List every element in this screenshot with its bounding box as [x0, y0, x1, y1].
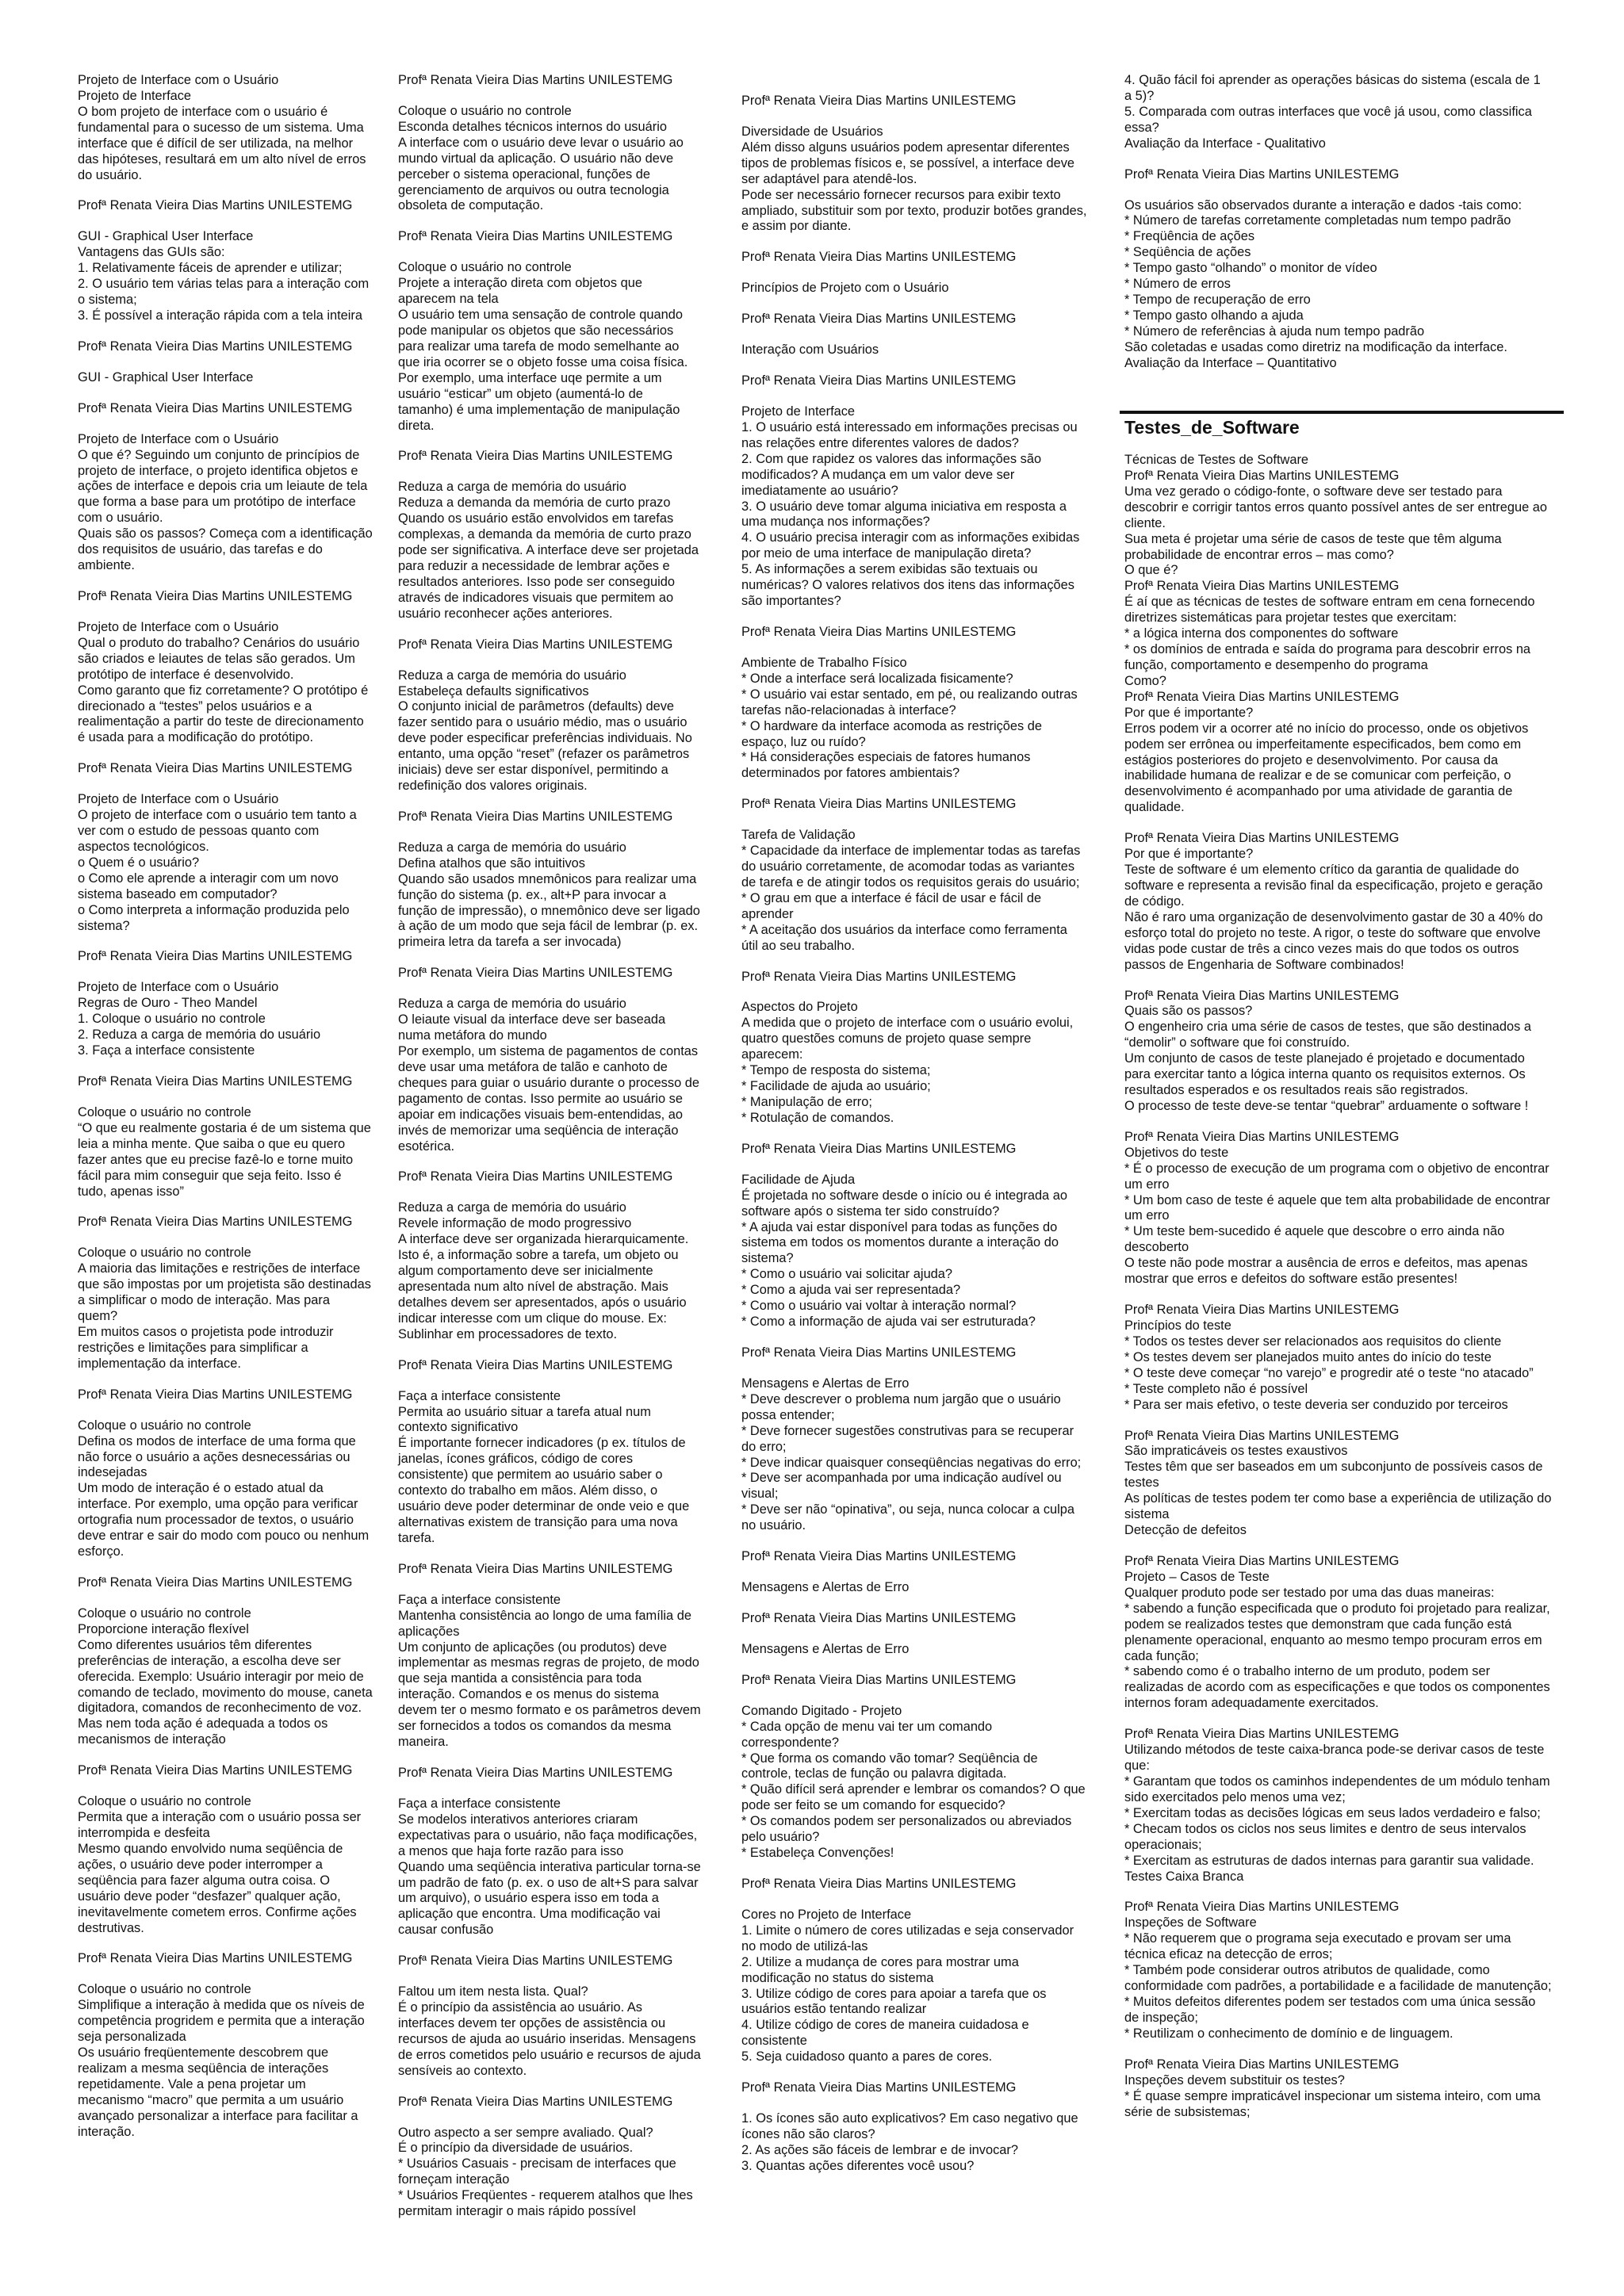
text-block: Profª Renata Vieira Dias Martins UNILESTEMG	[398, 1765, 673, 1780]
section-divider	[1120, 411, 1564, 414]
text-block: Profª Renata Vieira Dias Martins UNILESTEMG	[78, 339, 353, 354]
text-block: Profª Renata Vieira Dias Martins UNILESTEMG	[78, 1763, 353, 1778]
text-block: Profª Renata Vieira Dias Martins UNILESTEMG	[398, 449, 673, 464]
text-block: Profª Renata Vieira Dias Martins UNILESTEMG	[78, 1951, 353, 1966]
text-block: Profª Renata Vieira Dias Martins UNILESTEMG	[78, 949, 353, 964]
text-block: Profª Renata Vieira Dias Martins UNILESTEMG	[398, 229, 673, 244]
text-block: Profª Renata Vieira Dias Martins UNILESTEMG	[1124, 166, 1400, 182]
text-block: Diversidade de Usuários Além disso alguns usuários podem apresentar diferentes tipos de problemas físicos e, se possível, a interface deve ser adaptável para atendê-los. Pode ser necessário fornecer recursos para exibir texto ampliado, substituir som por texto, produzir botões grandes, e assim por diante.	[741, 124, 1087, 234]
text-block: Projeto de Interface com o Usuário Qual o produto do trabalho? Cenários do usuário são criados e leiautes de telas são gerados. Um protótipo de interface é desenvolvido. Como garanto que fiz corretamente? O protótipo é direcionado a “testes” pelos usuários e a realimentação a partir do teste de direcionamento é usada para a modificação do protótipo.	[78, 619, 369, 745]
text-block: Profª Renata Vieira Dias Martins UNILESTEMG	[741, 2080, 1017, 2095]
text-block: Tarefa de Validação * Capacidade da interface de implementar todas as tarefas do usuário corretamente, de acomodar todas as variantes de tarefa e de atingir todos os requisitos gerais do usuário; * O grau em que a interface é fácil de usar e fácil de aprender * A aceitação dos usuários da interface como ferramenta útil ao seu trabalho.	[741, 828, 1081, 953]
text-block: Profª Renata Vieira Dias Martins UNILESTEMG	[741, 250, 1017, 265]
text-block: Profª Renata Vieira Dias Martins UNILESTEMG	[741, 624, 1017, 639]
text-block: Projeto de Interface com o Usuário O que é? Seguindo um conjunto de princípios de projeto de interface, o projeto identifica objetos e ações de interface e depois cria um leiaute de tela que forma a base para um protótipo de interface com o usuário. Quais são os passos? Começa com a identificação dos requisitos de usuário, das tarefas e do ambiente.	[78, 431, 373, 573]
text-block: 4. Quão fácil foi aprender as operações básicas do sistema (escala de 1 a 5)? 5. Comparada com outras interfaces que você já usou, como classifica essa? Avaliação da Interface - Qualitativo	[1124, 73, 1541, 151]
text-block: Profª Renata Vieira Dias Martins UNILESTEMG	[741, 1610, 1017, 1625]
text-block: Os usuários são observados durante a interação e dados -tais como: * Número de tarefas corretamente completadas num tempo padrão * Freqüência de ações * Seqüência de ações * Tempo gasto “olhando” o monitor de vídeo * Número de erros * Tempo de recuperação de erro * Tempo gasto olhando a ajuda * Número de referências à ajuda num tempo padrão São coletadas e usadas como diretriz na modificação da interface. Avaliação da Interface – Quantitativo	[1124, 197, 1522, 370]
text-block: Coloque o usuário no controle Projete a interação direta com objetos que aparecem na tela O usuário tem uma sensação de controle quando pode manipular os objetos que são necessários para realizar uma tarefa de modo semelhante ao que iria ocorrer se o objeto fosse uma coisa física. Por exemplo, uma interface uqe permite a um usuário “esticar” um objeto (aumentá-lo de tamanho) é uma implementação de manipulação direta.	[398, 260, 688, 433]
text-block: Interação com Usuários	[741, 342, 879, 358]
text-block: Profª Renata Vieira Dias Martins UNILESTEMG Projeto – Casos de Teste Qualquer produto pode ser testado por uma das duas maneiras: * sabendo a função especificada que o produto foi projetado para realizar, podem se realizados testes que demonstram que cada função está plenamente operacional, enquanto ao mesmo tempo procuram erros em cada função; * sabendo como é o trabalho interno de um produto, podem ser realizadas de acordo com as especificações e que todos os componentes internos foram adequadamente exercitados.	[1124, 1554, 1550, 1711]
text-block: Técnicas de Testes de Software Profª Renata Vieira Dias Martins UNILESTEMG Uma vez gerado o código-fonte, o software deve ser testado para descobrir e corrigir tantos erros quanto possível antes de ser entregue ao cliente. Sua meta é projetar uma série de casos de teste que têm alguma probabilidade de encontrar erros – mas como? O que é? Profª Renata Vieira Dias Martins UNILESTEMG É aí que as técnicas de testes de software entram em cena fornecendo diretrizes sistemáticas para projetar testes que exercitam: * a lógica interna dos componentes do software * os domínios de entrada e saída do programa para descobrir erros na função, comportamento e desempenho do programa Como? Profª Renata Vieira Dias Martins UNILESTEMG Por que é importante? Erros podem vir a ocorrer até no início do processo, onde os objetivos podem ser errônea ou imperfeitamente especificados, bem como em estágios posteriores do projeto e desenvolvimento. Por causa da inabilidade humana de realizar e de se comunicar com perfeição, o desenvolvimento é acompanhado por uma atividade de garantia de qualidade.	[1124, 453, 1547, 815]
text-block: Profª Renata Vieira Dias Martins UNILESTEMG	[741, 1672, 1017, 1687]
text-block: GUI - Graphical User Interface	[78, 369, 254, 385]
text-block: Profª Renata Vieira Dias Martins UNILESTEMG Quais são os passos? O engenheiro cria uma série de casos de testes, que são destinados a “demolir” o software que foi construído. Um conjunto de casos de teste planejado é projetado e documentado para exercitar tanto a lógica interna quanto os requisitos externos. Os resultados esperados e os resultados reais são registrados. O processo de teste deve-se tentar “quebrar” arduamente o software !	[1124, 988, 1531, 1113]
text-block: Profª Renata Vieira Dias Martins UNILESTEMG	[741, 312, 1017, 327]
text-block: Projeto de Interface com o Usuário O projeto de interface com o usuário tem tanto a ver com o estudo de pessoas quanto com aspectos tecnológicos. o Quem é o usuário? o Como ele aprende a interagir com um novo sistema baseado em computador? o Como interpreta a informação produzida pelo sistema?	[78, 792, 357, 933]
text-block: Profª Renata Vieira Dias Martins UNILESTEMG Princípios do teste * Todos os testes dever ser relacionados aos requisitos do cliente * Os testes devem ser planejados muito antes do início do teste * O teste deve começar “no varejo” e progredir até o teste “no atacado” * Teste completo não é possível * Para ser mais efetivo, o teste deveria ser conduzido por terceiros	[1124, 1303, 1534, 1412]
text-block: Mensagens e Alertas de Erro	[741, 1641, 910, 1656]
text-block: 1. Os ícones são auto explicativos? Em caso negativo que ícones não são claros? 2. As ações são fáceis de lembrar e de invocar? 3. Quantas ações diferentes você usou?	[741, 2111, 1078, 2173]
section-heading: Testes_de_Software	[1124, 417, 1300, 438]
text-block: Coloque o usuário no controle Permita que a interação com o usuário possa ser interrompida e desfeita Mesmo quando envolvido numa seqüência de ações, o usuário deve poder interromper a seqüência para fazer alguma outra coisa. O usuário deve poder “desfazer” qualquer ação, inevitavelmente cometem erros. Confirme ações destrutivas.	[78, 1794, 362, 1935]
text-block: Projeto de Interface com o Usuário Regras de Ouro - Theo Mandel 1. Coloque o usuário no controle 2. Reduza a carga de memória do usuário 3. Faça a interface consistente	[78, 980, 321, 1058]
text-block: Faça a interface consistente Permita ao usuário situar a tarefa atual num contexto significativo É importante fornecer indicadores (p ex. títulos de janelas, ícones gráficos, código de cores consistente) que permitem ao usuário saber o contexto do trabalho em mãos. Além disso, o usuário deve poder determinar de onde veio e que alternativas existem de transição para uma nova tarefa.	[398, 1388, 690, 1545]
text-block: Profª Renata Vieira Dias Martins UNILESTEMG	[398, 2094, 673, 2109]
text-block: Coloque o usuário no controle A maioria das limitações e restrições de interface que são impostas por um projetista são destinadas a simplificar o modo de interação. Mas para quem? Em muitos casos o projetista pode introduzir restrições e limitações para simplificar a implementação da interface.	[78, 1246, 371, 1371]
text-block: Aspectos do Projeto A medida que o projeto de interface com o usuário evolui, quatro questões comuns de projeto quase sempre aparecem: * Tempo de resposta do sistema; * Facilidade de ajuda ao usuário; * Manipulação de erro; * Rotulação de comandos.	[741, 1000, 1074, 1125]
text-block: Faltou um item nesta lista. Qual? É o princípio da assistência ao usuário. As interfaces devem ter opções de assistência ou recursos de ajuda ao usuário inseridas. Mensagens de erros cometidos pelo usuário e recursos de ajuda sensíveis ao contexto.	[398, 1984, 701, 2078]
text-block: Profª Renata Vieira Dias Martins UNILESTEMG	[78, 761, 353, 776]
text-block: Reduza a carga de memória do usuário Revele informação de modo progressivo A interface deve ser organizada hierarquicamente. Isto é, a informação sobre a tarefa, um objeto ou algum comportamento deve ser inicialmente apresentada num alto nível de abstração. Mais detalhes devem ser apresentados, após o usuário indicar interesse com um clique do mouse. Ex: Sublinhar em processadores de texto.	[398, 1200, 689, 1341]
text-block: Profª Renata Vieira Dias Martins UNILESTEMG	[741, 1345, 1017, 1360]
text-block: Princípios de Projeto com o Usuário	[741, 281, 949, 296]
text-block: Mensagens e Alertas de Erro	[741, 1580, 910, 1595]
text-block: Profª Renata Vieira Dias Martins UNILESTEMG	[398, 1954, 673, 1969]
text-block: Reduza a carga de memória do usuário Estabeleça defaults significativos O conjunto inicial de parâmetros (defaults) deve fazer sentido para o usuário médio, mas o usuário deve poder especificar preferências individuais. No entanto, uma opção “reset” (refazer os parâmetros iniciais) deve ser estar disponível, permitindo a redefinição dos valores originais.	[398, 668, 692, 794]
text-block: Outro aspecto a ser sempre avaliado. Qual? É o princípio da diversidade de usuários. * Usuários Casuais - precisam de interfaces que forneçam interação * Usuários Freqüentes - requerem atalhos que lhes permitam interagir o mais rápido possível	[398, 2125, 693, 2219]
text-block: Profª Renata Vieira Dias Martins UNILESTEMG	[78, 1215, 353, 1230]
text-block: Mensagens e Alertas de Erro * Deve descrever o problema num jargão que o usuário possa entender; * Deve fornecer sugestões construtivas para se recuperar do erro; * Deve indicar quaisquer conseqüências negativas do erro; * Deve ser acompanhada por uma indicação audível ou visual; * Deve ser não “opinativa”, ou seja, nunca colocar a culpa no usuário.	[741, 1376, 1082, 1533]
text-block: Reduza a carga de memória do usuário Defina atalhos que são intuitivos Quando são usados mnemônicos para realizar uma função do sistema (p. ex., alt+P para invocar a função de impressão), o mnemônico deve ser ligado à ação de um modo que seja fácil de lembrar (p. ex. primeira letra da tarefa a ser invocada)	[398, 840, 700, 950]
text-block: Coloque o usuário no controle Proporcione interação flexível Como diferentes usuários têm diferentes preferências de interação, a escolha deve ser oferecida. Exemplo: Usuário interagir por meio de comando de teclado, movimento do mouse, caneta digitadora, comandos de reconhecimento de voz. Mas nem toda ação é adequada a todos os mecanismos de interação	[78, 1605, 373, 1747]
text-block: Ambiente de Trabalho Físico * Onde a interface será localizada fisicamente? * O usuário vai estar sentado, em pé, ou realizando outras tarefas não-relacionadas à interface? * O hardware da interface acomoda as restrições de espaço, luz ou ruído? * Há considerações especiais de fatores humanos determinados por fatores ambientais?	[741, 655, 1078, 781]
text-block: Profª Renata Vieira Dias Martins UNILESTEMG	[741, 797, 1017, 812]
text-block: Profª Renata Vieira Dias Martins UNILESTEMG	[398, 966, 673, 981]
text-block: Profª Renata Vieira Dias Martins UNILESTEMG Utilizando métodos de teste caixa-branca pode-se derivar casos de teste que: * Garantam que todos os caminhos independentes de um módulo tenham sido exercitados pelo menos uma vez; * Exercitam todas as decisões lógicas em seus lados verdadeiro e falso; * Checam todos os ciclos nos seus limites e dentro de seus intervalos operacionais; * Exercitam as estruturas de dados internas para garantir sua validade. Testes Caixa Branca	[1124, 1727, 1550, 1884]
text-block: Profª Renata Vieira Dias Martins UNILESTEMG	[398, 1357, 673, 1372]
text-block: Profª Renata Vieira Dias Martins UNILESTEMG Inspeções de Software * Não requerem que o programa seja executado e provam ser uma técnica eficaz na detecção de erros; * Também pode considerar outros atributos de qualidade, como conformidade com padrões, a portabilidade e a facilidade de manutenção; * Muitos defeitos diferentes podem ser testados com uma única sessão de inspeção; * Reutilizam o conhecimento de domínio e de linguagem.	[1124, 1900, 1552, 2041]
text-block: Projeto de Interface 1. O usuário está interessado em informações precisas ou nas relações entre diferentes valores de dados? 2. Com que rapidez os valores das informações são modificados? A mudança em um valor deve ser imediatamente ao usuário? 3. O usuário deve tomar alguma iniciativa em resposta a uma mudança nos informações? 4. O usuário precisa interagir com as informações exibidas por meio de uma interface de manipulação direta? 5. As informações a serem exibidas são textuais ou numéricas? O valores relativos dos itens das informações são importantes?	[741, 404, 1080, 609]
text-block: Profª Renata Vieira Dias Martins UNILESTEMG	[78, 400, 353, 415]
column-4	[1124, 73, 1548, 387]
text-block: Profª Renata Vieira Dias Martins UNILESTEMG	[78, 1074, 353, 1089]
text-block: Profª Renata Vieira Dias Martins UNILESTEMG	[398, 1169, 673, 1184]
text-block: Coloque o usuário no controle Defina os modos de interface de uma forma que não force o usuário a ações desnecessárias ou indesejadas Um modo de interação é o estado atual da interface. Por exemplo, uma opção para verificar ortografia num processador de textos, o usuário deve entrar e sair do modo com pouco ou nenhum esforço.	[78, 1418, 370, 1559]
text-block: GUI - Graphical User Interface Vantagens das GUIs são: 1. Relativamente fáceis de aprender e utilizar; 2. O usuário tem várias telas para a interação com o sistema; 3. É possível a interação rápida com a tela inteira	[78, 229, 370, 323]
text-block: Profª Renata Vieira Dias Martins UNILESTEMG Por que é importante? Teste de software é um elemento crítico da garantia de qualidade do software e representa a revisão final da especificação, projeto e geração de código. Não é raro uma organização de desenvolvimento gastar de 30 a 40% do esforço total do projeto no teste. A rigor, o teste do software que envolve vidas pode custar de três a cinco vezes mais do que todos os outros passos de Engenharia de Software combinados!	[1124, 831, 1543, 972]
text-block: Profª Renata Vieira Dias Martins UNILESTEMG	[741, 94, 1017, 108]
text-block: Profª Renata Vieira Dias Martins UNILESTEMG São impraticáveis os testes exaustivos Testes têm que ser baseados em um subconjunto de possíveis casos de testes As políticas de testes podem ter como base a experiência de utilização do sistema Detecção de defeitos	[1124, 1428, 1552, 1538]
column-3	[741, 94, 1087, 2190]
text-block: Profª Renata Vieira Dias Martins UNILESTEMG	[398, 637, 673, 652]
column-4-testes	[1124, 453, 1553, 2135]
text-block: Coloque o usuário no controle Simplifique a interação à medida que os níveis de competência progridem e permita que a interação seja personalizada Os usuário freqüentemente descobrem que realizam a mesma seqüência de interações repetidamente. Vale a pena projetar um mecanismo “macro” que permita a um usuário avançado personalizar a interface para facilitar a interação.	[78, 1982, 365, 2139]
text-block: Profª Renata Vieira Dias Martins UNILESTEMG Objetivos do teste * É o processo de execução de um programa com o objetivo de encontrar um erro * Um bom caso de teste é aquele que tem alta probabilidade de encontrar um erro * Um teste bem-sucedido é aquele que descobre o erro ainda não descoberto O teste não pode mostrar a ausência de erros e defeitos, mas apenas mostrar que erros e defeitos do software estão presentes!	[1124, 1129, 1550, 1287]
text-block: Profª Renata Vieira Dias Martins UNILESTEMG	[78, 1387, 353, 1402]
text-block: Profª Renata Vieira Dias Martins UNILESTEMG	[741, 1549, 1017, 1564]
text-block: Profª Renata Vieira Dias Martins UNILESTEMG	[78, 1575, 353, 1590]
text-block: Facilidade de Ajuda É projetada no software desde o início ou é integrada ao software após o sistema ter sido construído? * A ajuda vai estar disponível para todas as funções do sistema em todos os momentos durante a interação do sistema? * Como o usuário vai solicitar ajuda? * Como a ajuda vai ser representada? * Como o usuário vai voltar à interação normal? * Como a informação de ajuda vai ser estruturada?	[741, 1172, 1067, 1330]
text-block: Profª Renata Vieira Dias Martins UNILESTEMG	[398, 809, 673, 824]
text-block: Coloque o usuário no controle Esconda detalhes técnicos internos do usuário A interface com o usuário deve levar o usuário ao mundo virtual da aplicação. O usuário não deve perceber o sistema operacional, funções de gerenciamento de arquivos ou outra tecnologia obsoleta de computação.	[398, 103, 684, 213]
text-block: Profª Renata Vieira Dias Martins UNILESTEMG	[398, 1561, 673, 1576]
text-block: Profª Renata Vieira Dias Martins UNILESTEMG	[398, 73, 673, 87]
column-1	[78, 73, 373, 2156]
text-block: Projeto de Interface com o Usuário Projeto de Interface O bom projeto de interface com o usuário é fundamental para o sucesso de um sistema. Uma interface que é difícil de ser utilizada, na melhor das hipóteses, resultará em um alto nível de erros do usuário.	[78, 73, 366, 182]
column-2	[398, 73, 701, 2235]
text-block: Profª Renata Vieira Dias Martins UNILESTEMG	[78, 588, 353, 603]
text-block: Faça a interface consistente Se modelos interativos anteriores criaram expectativas para o usuário, não faça modificações, a menos que haja forte razão para isso Quando uma seqüência interativa particular torna-se um padrão de fato (p. ex. o uso de alt+S para salvar um arquivo), o usuário espera isso em toda a aplicação que encontra. Uma modificação vai causar confusão	[398, 1796, 701, 1938]
text-block: Comando Digitado - Projeto * Cada opção de menu vai ter um comando correspondente? * Que forma os comando vão tomar? Seqüência de controle, teclas de função ou palavra digitada. * Quão difícil será aprender e lembrar os comandos? O que pode ser feito se um comando for esquecido? * Os comandos podem ser personalizados ou abreviados pelo usuário? * Estabeleça Convenções!	[741, 1703, 1086, 1861]
text-block: Cores no Projeto de Interface 1. Limite o número de cores utilizadas e seja conservador no modo de utilizá-las 2. Utilize a mudança de cores para mostrar uma modificação no status do sistema 3. Utilize código de cores para apoiar a tarefa que os usuários estão tentando realizar 4. Utilize código de cores de maneira cuidadosa e consistente 5. Seja cuidadoso quanto a pares de cores.	[741, 1907, 1074, 2064]
text-block: Profª Renata Vieira Dias Martins UNILESTEMG	[741, 1876, 1017, 1891]
text-block: Profª Renata Vieira Dias Martins UNILESTEMG	[78, 198, 353, 213]
text-block: Profª Renata Vieira Dias Martins UNILESTEMG	[741, 1141, 1017, 1156]
text-block: Coloque o usuário no controle “O que eu realmente gostaria é de um sistema que leia a minha mente. Que saiba o que eu quero fazer antes que eu precise fazê-lo e torne muito fácil para mim conseguir que seja feito. Isso é tudo, apenas isso”	[78, 1104, 371, 1199]
text-block: Profª Renata Vieira Dias Martins UNILESTEMG	[741, 969, 1017, 984]
text-block: Faça a interface consistente Mantenha consistência ao longo de uma família de aplicações Um conjunto de aplicações (ou produtos) deve implementar as mesmas regras de projeto, de modo que seja mantida a consistência para toda interação. Comandos e os menus do sistema devem ter o mesmo formato e os parâmetros devem ser fornecidos a todos os comandos da mesma maneira.	[398, 1592, 701, 1750]
text-block: Profª Renata Vieira Dias Martins UNILESTEMG Inspeções devem substituir os testes? * É quase sempre impraticável inspecionar um sistema inteiro, com uma série de subsistemas;	[1124, 2057, 1541, 2119]
text-block: Profª Renata Vieira Dias Martins UNILESTEMG	[741, 373, 1017, 388]
text-block: Reduza a carga de memória do usuário O leiaute visual da interface deve ser baseada numa metáfora do mundo Por exemplo, um sistema de pagamentos de contas deve usar uma metáfora de talão e canhoto de cheques para guiar o usuário durante o processo de pagamento de contas. Isso permite ao usuário se apoiar em indicações visuais bem-entendidas, ao invés de memorizar uma seqüência de interação esotérica.	[398, 997, 699, 1154]
text-block: Reduza a carga de memória do usuário Reduza a demanda da memória de curto prazo Quando os usuário estão envolvidos em tarefas complexas, a demanda da memória de curto prazo pode ser significativa. A interface deve ser projetada para reduzir a necessidade de lembrar ações e resultados anteriores. Isso pode ser conseguido através de indicadores visuais que permitem ao usuário reconhecer ações anteriores.	[398, 480, 699, 621]
